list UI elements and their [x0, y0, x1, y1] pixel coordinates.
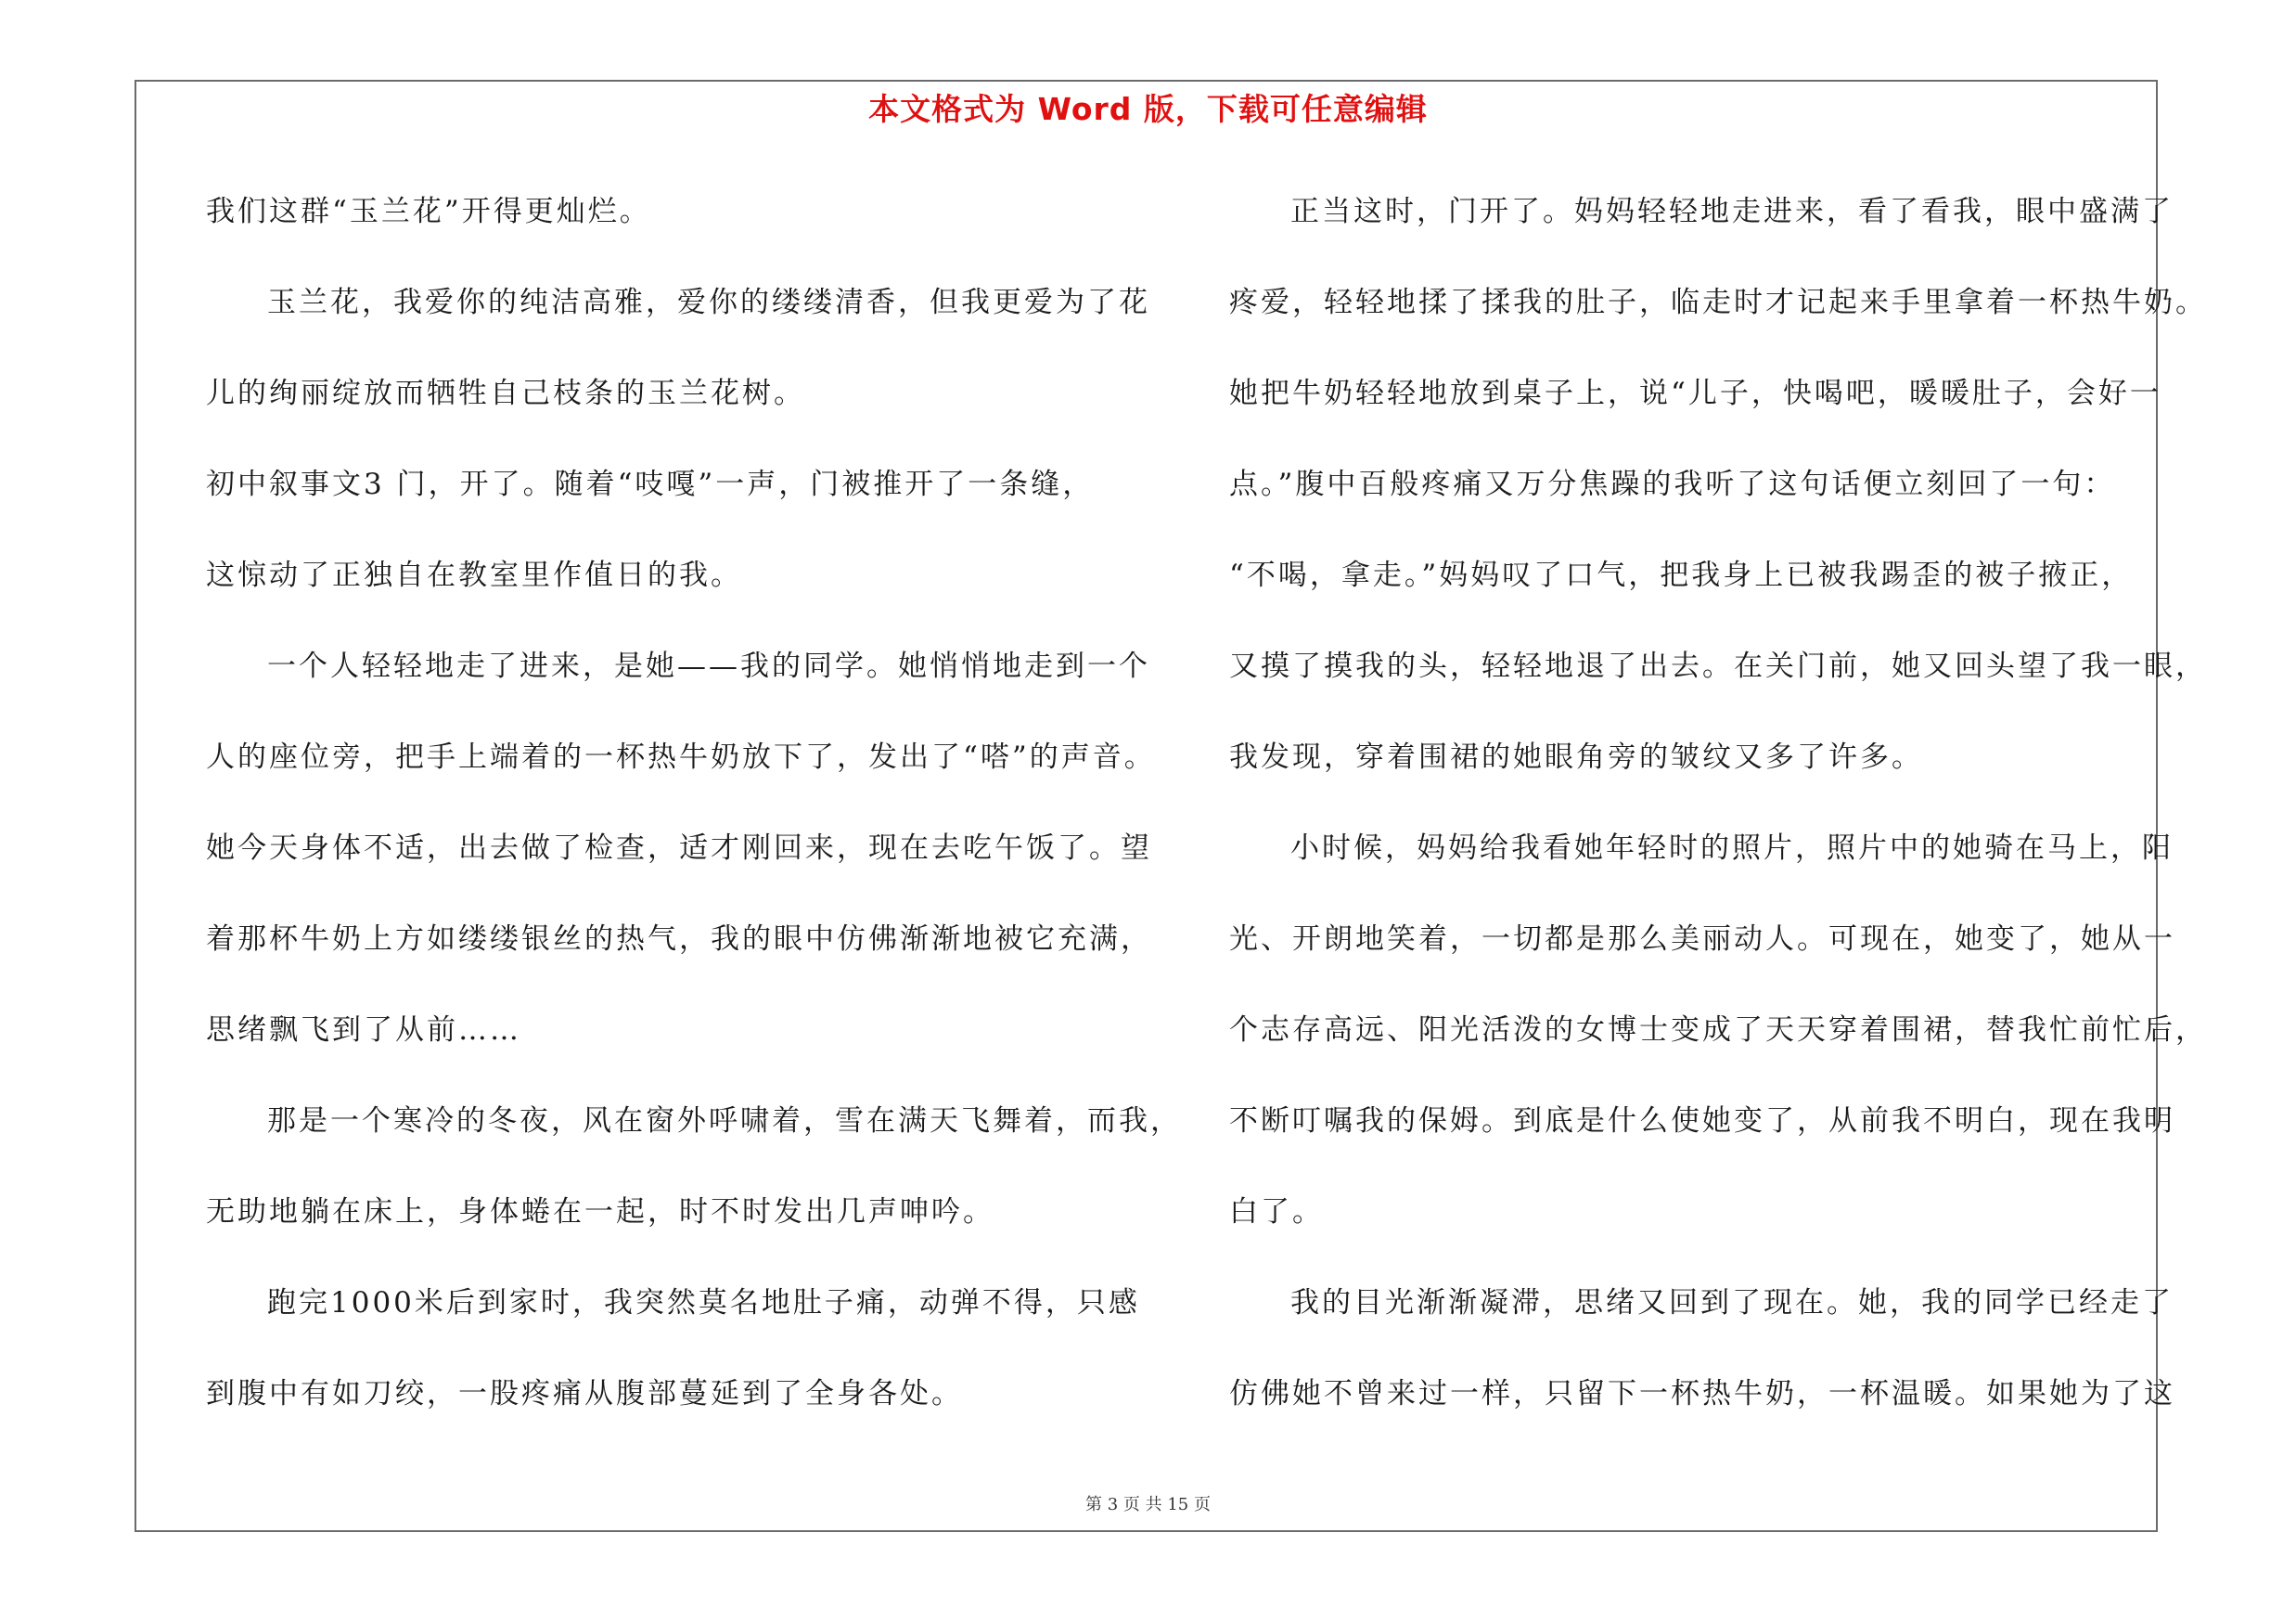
text-line: 她今天身体不适，出去做了检查，适才刚回来，现在去吃午饭了。望	[206, 831, 1152, 865]
text-line: 点。”腹中百般疼痛又万分焦躁的我听了这句话便立刻回了一句：	[1229, 468, 2116, 501]
text-line: 玉兰花，我爱你的纯洁高雅，爱你的缕缕清香，但我更爱为了花	[267, 286, 1150, 319]
text-line: 仿佛她不曾来过一样，只留下一杯热牛奶，一杯温暖。如果她为了这	[1229, 1377, 2175, 1410]
text-line: 一个人轻轻地走了进来，是她——我的同学。她悄悄地走到一个	[267, 650, 1150, 683]
text-line: 我发现，穿着围裙的她眼角旁的皱纹又多了许多。	[1229, 741, 1923, 774]
text-line: 着那杯牛奶上方如缕缕银丝的热气，我的眼中仿佛渐渐地被它充满，	[206, 922, 1152, 956]
text-line: 个志存高远、阳光活泼的女博士变成了天天穿着围裙，替我忙前忙后，	[1229, 1013, 2207, 1047]
text-line: 白了。	[1229, 1195, 1324, 1229]
page-number: 第 3 页 共 15 页	[1085, 1495, 1211, 1514]
text-line: “不喝，拿走。”妈妈叹了口气，把我身上已被我踢歪的被子掖正，	[1229, 559, 2134, 592]
text-line: 那是一个寒冷的冬夜，风在窗外呼啸着，雪在满天飞舞着，而我，	[267, 1104, 1182, 1138]
text-line: 又摸了摸我的头，轻轻地退了出去。在关门前，她又回头望了我一眼，	[1229, 650, 2207, 683]
text-line: 无助地躺在床上，身体蜷在一起，时不时发出几声呻吟。	[206, 1195, 994, 1229]
text-line: 人的座位旁，把手上端着的一杯热牛奶放下了，发出了“嗒”的声音。	[206, 741, 1156, 774]
left-text-column	[206, 181, 1182, 1454]
text-line: 跑完1000米后到家时，我突然莫名地肚子痛，动弹不得，只感	[267, 1286, 1140, 1320]
text-line: 思绪飘飞到了从前……	[206, 1013, 521, 1047]
text-line: 光、开朗地笑着，一切都是那么美丽动人。可现在，她变了，她从一	[1229, 922, 2175, 956]
text-line: 正当这时，门开了。妈妈轻轻地走进来，看了看我，眼中盛满了	[1290, 195, 2174, 228]
text-line: 她把牛奶轻轻地放到桌子上，说“儿子，快喝吧，暖暖肚子，会好一	[1229, 377, 2161, 410]
word-format-banner: 本文格式为 Word 版，下载可任意编辑	[868, 91, 1428, 127]
text-line: 疼爱，轻轻地揉了揉我的肚子，临走时才记起来手里拿着一杯热牛奶。	[1229, 286, 2207, 319]
text-line: 不断叮嘱我的保姆。到底是什么使她变了，从前我不明白，现在我明	[1229, 1104, 2175, 1138]
right-text-column	[1229, 181, 2207, 1454]
text-line: 到腹中有如刀绞，一股疼痛从腹部蔓延到了全身各处。	[206, 1377, 963, 1410]
text-line: 初中叙事文3 门，开了。随着“吱嘎”一声，门被推开了一条缝，	[206, 468, 1095, 501]
text-line: 小时候，妈妈给我看她年轻时的照片，照片中的她骑在马上，阳	[1290, 831, 2174, 865]
text-line: 这惊动了正独自在教室里作值日的我。	[206, 559, 742, 592]
text-line: 我的目光渐渐凝滞，思绪又回到了现在。她，我的同学已经走了	[1290, 1286, 2174, 1320]
text-line: 我们这群“玉兰花”开得更灿烂。	[206, 195, 651, 228]
text-line: 儿的绚丽绽放而牺牲自己枝条的玉兰花树。	[206, 377, 805, 410]
